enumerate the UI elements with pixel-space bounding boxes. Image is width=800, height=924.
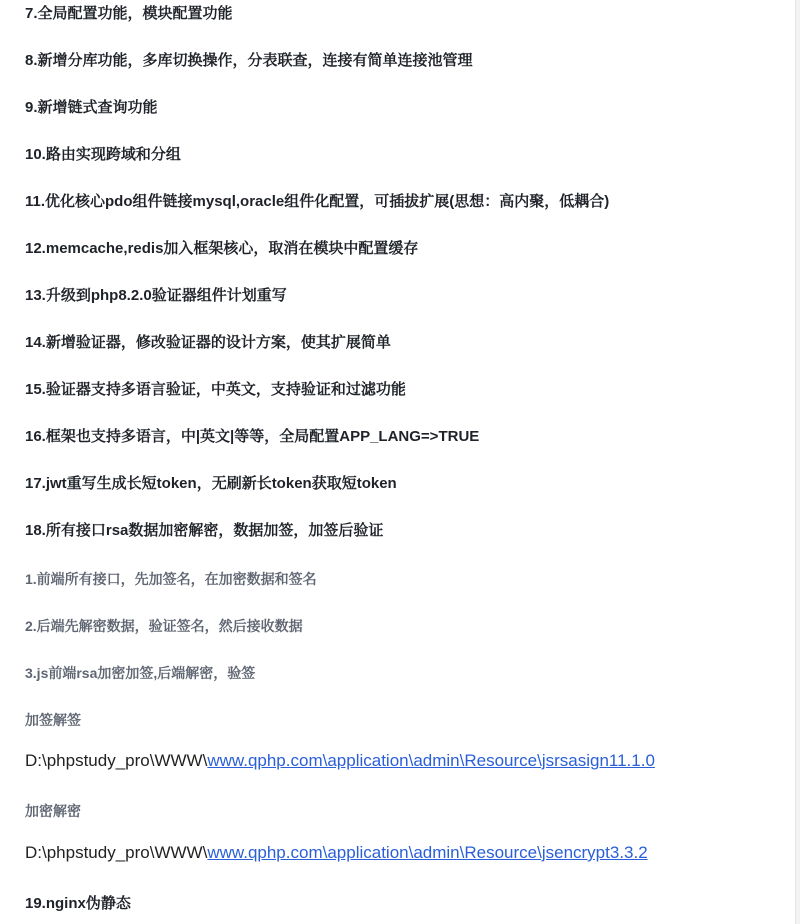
list-item: 8.新增分库功能，多库切换操作，分表联查，连接有简单连接池管理	[25, 52, 473, 69]
list-item: 14.新增验证器，修改验证器的设计方案，使其扩展简单	[25, 334, 391, 351]
sub-list-item: 3.js前端rsa加密加签,后端解密，验签	[25, 665, 256, 681]
page-edge-divider	[795, 0, 800, 924]
sign-section-heading: 加签解签	[25, 712, 81, 728]
list-item: 15.验证器支持多语言验证，中英文，支持验证和过滤功能	[25, 381, 406, 398]
encrypt-resource-path	[25, 841, 648, 865]
list-item: 11.优化核心pdo组件链接mysql,oracle组件化配置，可插拔扩展(思想：高内聚，低耦合)	[25, 193, 610, 210]
list-item: 10.路由实现跨域和分组	[25, 146, 181, 163]
list-item: 13.升级到php8.2.0验证器组件计划重写	[25, 287, 287, 304]
list-item: 12.memcache,redis加入框架核心，取消在模块中配置缓存	[25, 240, 419, 257]
sign-resource-path	[25, 749, 655, 773]
list-item: 19.nginx伪静态	[25, 895, 131, 912]
path-prefix: D:\phpstudy_pro\WWW\	[25, 843, 208, 862]
list-item: 17.jwt重写生成长短token，无刷新长token获取短token	[25, 475, 397, 492]
encrypt-section-heading: 加密解密	[25, 803, 81, 819]
list-item: 9.新增链式查询功能	[25, 99, 158, 116]
list-item: 18.所有接口rsa数据加密解密，数据加签，加签后验证	[25, 522, 384, 539]
sub-list-item: 1.前端所有接口，先加签名，在加密数据和签名	[25, 571, 317, 587]
list-item: 16.框架也支持多语言，中|英文|等等，全局配置APP_LANG=>TRUE	[25, 428, 480, 445]
jsrsasign-link[interactable]: www.qphp.com\application\admin\Resource\jsrsasign11.1.0	[207, 751, 655, 770]
list-item: 7.全局配置功能，模块配置功能	[25, 5, 233, 22]
jsencrypt-link[interactable]: www.qphp.com\application\admin\Resource\jsencrypt3.3.2	[207, 843, 648, 862]
path-prefix: D:\phpstudy_pro\WWW\	[25, 751, 208, 770]
sub-list-item: 2.后端先解密数据，验证签名，然后接收数据	[25, 618, 303, 634]
